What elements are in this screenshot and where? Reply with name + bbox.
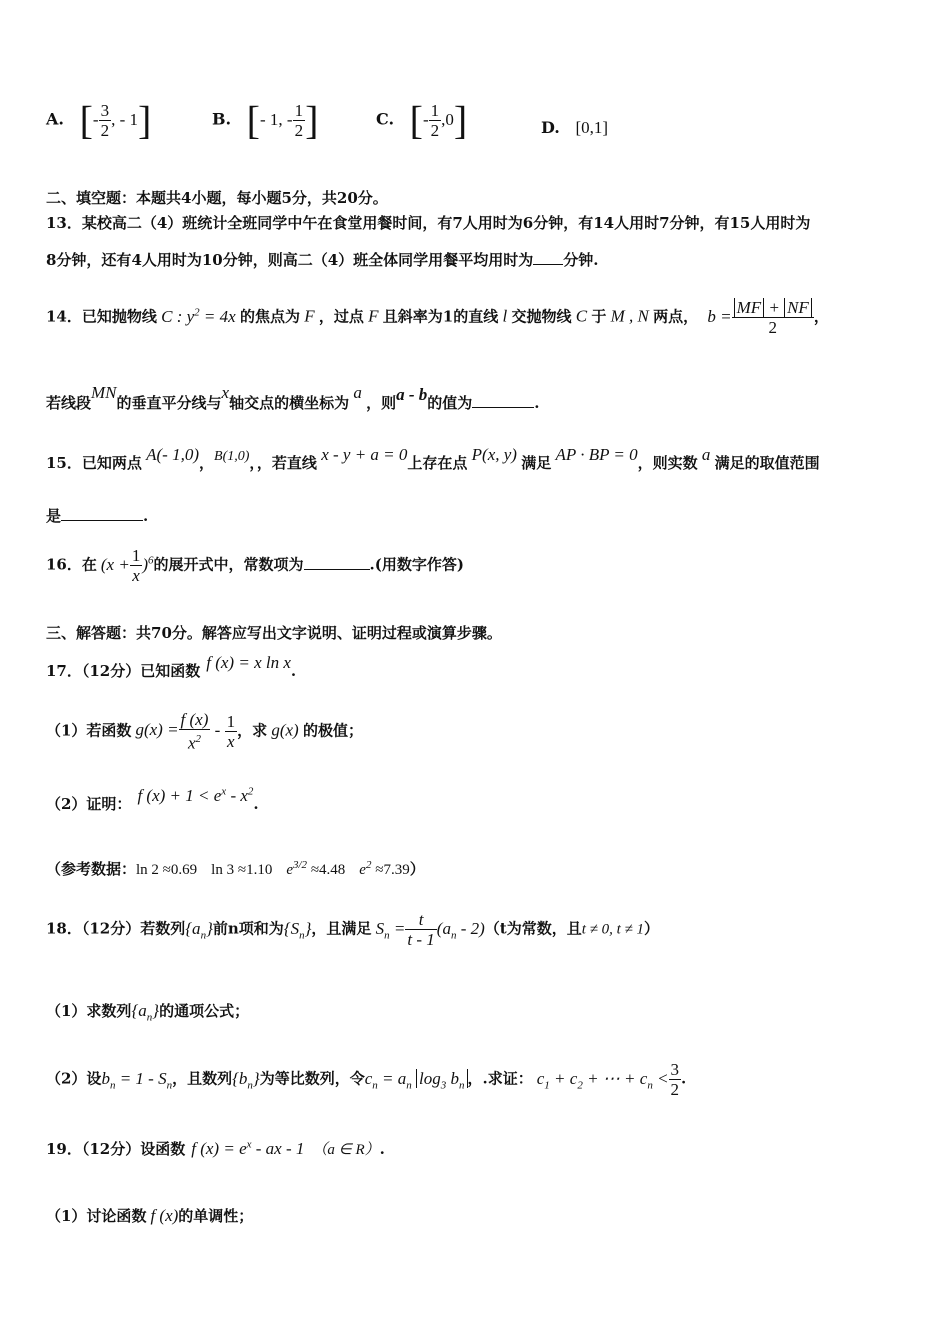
q14-b-def: b =: [707, 306, 732, 326]
q17-ref-ln3: ln 3 ≈1.10: [211, 862, 273, 878]
q15-var-a: a: [697, 445, 715, 464]
option-b-math: [- 1, - $\frac{1}{2}$ ]: [246, 97, 319, 142]
q15-line1: 15．已知两点 A(- 1,0)，B(1,0)，，若直线 x - y + a = 0上存在点 P(x, y) 满足 AP · BP = 0，则实数 a 满足的取值范围: [46, 445, 820, 472]
q14-a-minus-b: a - b: [396, 385, 428, 404]
q17-text-1: 17．（12分）已知函数: [46, 662, 201, 680]
q17-ref-end: ）: [409, 860, 425, 878]
q13-text-a: 8分钟，还有4人用时为10分钟，则高二（4）班全体同学用餐平均用时为: [46, 251, 534, 269]
q18-text-4: （t为常数，且: [484, 919, 582, 938]
q19-part1-text-b: 的单调性；: [178, 1207, 254, 1225]
option-b-label: B.: [212, 109, 232, 129]
q13-line1: 13．某校高二（4）班统计全班同学中午在食堂用餐时间，有7人用时为6分钟，有14人用时7分钟，有15人用时为: [46, 214, 811, 232]
q19-part1: [46, 1205, 253, 1226]
q14-var-a: a: [349, 383, 367, 402]
q14-text-5: 交抛物线: [511, 307, 572, 326]
q18-part2-text-d: ，.求证：: [467, 1069, 533, 1088]
q14-answer-blank: [472, 407, 534, 408]
q13-answer-blank: [533, 264, 563, 265]
q17-ref-ln2: ln 2 ≈0.69: [136, 862, 198, 878]
q15-text-4: 满足: [521, 454, 552, 472]
q19-part1-text-a: （1）讨论函数: [46, 1207, 147, 1225]
q18-text-2: 前n项和为: [212, 919, 284, 938]
q14-text-11: ，则: [366, 394, 397, 412]
q15-text-8: .: [143, 507, 149, 525]
q19-domain: （a ∈ R）: [312, 1142, 380, 1158]
q17-function: f (x) = x ln x: [206, 653, 291, 672]
q17-g-x: g(x): [267, 720, 303, 740]
q17-inequality: f $(x) + 1 < e^x - x^2$: [137, 785, 254, 805]
q15-point-a: A(- 1,0): [141, 445, 199, 464]
option-d: [541, 118, 608, 138]
q15-text-1: 15．已知两点: [46, 454, 142, 472]
q15-text-2: ，若直线: [256, 454, 317, 472]
q16-text-3: .(用数字作答): [369, 555, 464, 574]
q18-condition: t ≠ 0, t ≠ 1: [581, 921, 645, 938]
q14-text-2: 的焦点为: [239, 307, 300, 326]
q18-text-3: ，且满足: [311, 919, 372, 938]
q14-focus-f: F: [299, 306, 319, 326]
q14-text-9: 的垂直平分线与: [116, 394, 222, 412]
q19-function: f $(x) = e^x$ - ax - 1: [191, 1138, 305, 1158]
q18-part1-text-a: （1）求数列: [46, 1002, 132, 1020]
q15-line2: [46, 505, 148, 526]
q16-answer-blank: [304, 569, 370, 570]
q17-reference: （参考数据：ln 2 ≈0.69 ln 3 ≈1.10 $e^{3/2} \approx 4.48$ $e^2 \approx 7.39$）: [46, 859, 425, 878]
q18-stem: 18．（12分）若数列$\{a_n\}$前n项和为$\{S_n\}$，且满足 $S_n$ = $\frac{t}{t - 1}$ $(a_n - 2)(t$为常数，且t ≠ 0, t ≠ 1）: [46, 910, 660, 949]
q18-part1: [46, 1000, 249, 1023]
q14-b-fraction: $\frac{MF + NF}{2}$: [732, 298, 814, 337]
q17-ref-e2: ≈7.39: [375, 862, 410, 878]
q18-part1-text-b: 的通项公式；: [159, 1002, 250, 1020]
q19-fx: f (x): [150, 1206, 179, 1225]
q16-binomial: (x +: [100, 554, 130, 574]
option-a: [46, 97, 152, 142]
q18-cn-def: $c_n = a_n$ $\log_3 b_n$: [365, 1069, 468, 1088]
option-d-label: D.: [541, 118, 560, 137]
q15-dot-product: AP · BP = 0: [551, 445, 638, 464]
q14-line-l: l: [498, 306, 512, 326]
q17-ref-e32: ≈4.48: [310, 862, 346, 878]
q18-seq-an: $\{a_n\}$: [185, 918, 213, 941]
q15-line-eq: x - y + a = 0: [316, 445, 408, 464]
q18-part2-text-b: ，且数列: [172, 1069, 233, 1088]
q16-text-1: 16．在: [46, 555, 97, 574]
q14-text-7: 两点，: [653, 307, 699, 326]
q14-text-10: 轴交点的横坐标为: [229, 394, 350, 412]
q14-text-4: 且斜率为1的直线: [382, 307, 499, 326]
q15-point-p: P(x, y): [467, 445, 522, 464]
q14-parabola-eq: C : $y^2 = 4x$: [156, 305, 240, 326]
q17-part1-text-b: ，求: [237, 721, 268, 740]
q16-fraction: $\frac{1}{x}$: [131, 546, 141, 585]
q18-sn-def: $S_n$ =: [371, 918, 406, 941]
q17-part2-text: （2）证明：: [46, 795, 132, 813]
q16-text-2: 的展开式中，常数项为: [153, 555, 304, 574]
q14-text-13: .: [534, 394, 540, 412]
q14-text-6: 于: [591, 307, 607, 326]
q14-axis-x: x: [221, 383, 230, 402]
q14-text-1: 14．已知抛物线: [46, 307, 157, 326]
q14-text-8: 若线段: [46, 394, 92, 412]
option-c-math: [- $\frac{1}{2}$ ,0]: [409, 97, 468, 142]
q13-text-b: 分钟.: [563, 251, 599, 269]
q15-point-b: B(1,0): [214, 449, 250, 464]
q17-part1-text-a: （1）若函数: [46, 721, 132, 740]
q18-bn-def: $b_n = 1 - S_n$: [101, 1068, 173, 1091]
option-a-label: A.: [46, 109, 64, 129]
q13-line2: [46, 249, 598, 270]
q17-part1: （1）若函数 g(x) = $\frac{f (x)}{x^2}$ - $\frac{1}{x}$ ，求 g(x) 的极值；: [46, 710, 363, 753]
q15-text-5: ，则实数: [637, 454, 698, 472]
option-d-math: [0,1]: [575, 118, 609, 137]
q18-inequality: $c_1 + c_2$ + ⋯ + $c_n$ <: [536, 1068, 669, 1091]
option-c-label: C.: [376, 109, 395, 129]
q15-text-7: 是: [46, 507, 62, 525]
q14-line1: 14．已知抛物线 C : $y^2 = 4x$ 的焦点为 F ，过点 F 且斜率为1的直线 l 交抛物线 C 于 M , N 两点， b = $\frac{MF + NF}{2}$ ，: [46, 298, 829, 337]
q17-part1-text-c: 的极值；: [302, 721, 363, 740]
q17-g-def: g(x) =: [135, 720, 179, 740]
option-b: [212, 97, 319, 142]
q14-curve-c: C: [571, 306, 592, 326]
q19-stem: 19．（12分）设函数 f $(x) = e^x$ - ax - 1 （a ∈ R）.: [46, 1138, 385, 1158]
q16-line: 16．在 (x + $\frac{1}{x}$ )$^6$的展开式中，常数项为 .(用数字作答): [46, 546, 464, 585]
q18-part2-text-a: （2）设: [46, 1069, 102, 1088]
q18-seq-bn: $\{b_n\}$: [232, 1068, 260, 1091]
q18-part2-text-c: 为等比数列，令: [259, 1069, 365, 1088]
option-c: [376, 97, 468, 142]
q14-text-12: 的值为: [427, 394, 473, 412]
q14-point-f: F: [363, 306, 383, 326]
q14-points-mn: M , N: [606, 306, 654, 326]
q14-segment-mn: MN: [91, 383, 117, 402]
section-3-heading: 三、解答题：共70分。解答应写出文字说明、证明过程或演算步骤。: [46, 624, 502, 642]
q18-text-1: 18．（12分）若数列: [46, 919, 186, 938]
option-a-math: [- $\frac{3}{2}$ , - 1]: [79, 97, 152, 142]
q15-text-6: 满足的取值范围: [714, 454, 820, 472]
section-2-heading: 二、填空题：本题共4小题，每小题5分，共20分。: [46, 189, 388, 207]
q14-line2: [46, 383, 540, 413]
q18-part2: （2）设$b_n = 1 - S_n$，且数列$\{b_n\}$为等比数列，令$c_n = a_n$ $\log_3 b_n$ ，.求证： $c_1 + c_2$ + ⋯ + $c_n$ < $\frac{3}{2}$ .: [46, 1060, 687, 1099]
q18-seq-sn: $\{S_n\}$: [283, 918, 312, 941]
q17-part2: （2）证明： f $(x) + 1 < e^x - x^2$.: [46, 785, 259, 813]
q17-ref-label: （参考数据：: [46, 860, 137, 878]
q17-stem: 17．（12分）已知函数 f (x) = x ln x.: [46, 653, 297, 680]
q18-part1-seq: $\{a_n\}$: [131, 1001, 160, 1024]
q19-text-1: 19．（12分）设函数: [46, 1140, 186, 1158]
q15-text-3: 上存在点: [407, 454, 468, 472]
q15-answer-blank: [61, 520, 143, 521]
q14-text-3: ，过点: [318, 307, 364, 326]
